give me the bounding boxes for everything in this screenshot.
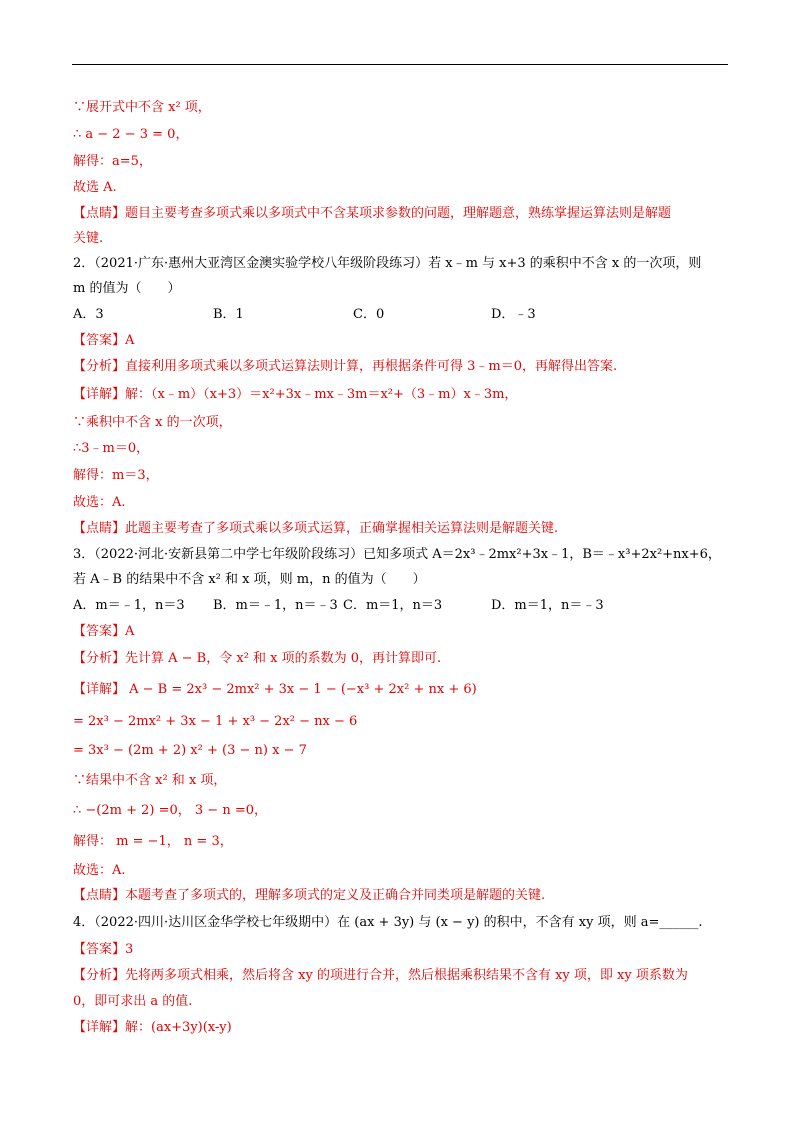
- question-3-cont: 若 A﹣B 的结果中不含 x² 和 x 项，则 m，n 的值为（ ）: [73, 572, 426, 587]
- text-line: 故选 A.: [73, 180, 117, 195]
- options-row: [73, 306, 733, 324]
- question-2-cont: m 的值为（ ）: [73, 281, 181, 296]
- analysis-line: 【分析】先将两多项式相乘，然后将含 xy 的项进行合并，然后根据乘积结果不含有 xy 项，即 xy 项系数为: [73, 968, 688, 983]
- text-line: ∵结果中不含 x² 和 x 项，: [73, 773, 227, 788]
- header-rule: [72, 64, 728, 65]
- text-line: ∵展开式中不含 x² 项，: [73, 100, 211, 115]
- question-4: 4．（2022·四川·达川区金华学校七年级期中）在 (ax + 3y) 与 (x − y) 的积中，不含有 xy 项，则 a=______.: [73, 915, 703, 930]
- text-line: 解得：a=5，: [73, 154, 152, 169]
- comment-line: 【点睛】本题考查了多项式的，理解多项式的定义及正确合并同类项是解题的关键.: [73, 888, 546, 903]
- comment-line: 【点睛】题目主要考查多项式乘以多项式中不含某项求参数的问题，理解题意，熟练掌握运算法则是解题: [73, 206, 672, 221]
- answer-line: 【答案】A: [73, 624, 135, 639]
- option-c: C．0: [353, 307, 385, 322]
- detail-line: 【详解】解：（x﹣m）（x+3）＝x²+3x﹣mx﹣3m＝x²+（3﹣m）x﹣3m，: [73, 387, 518, 402]
- detail-line: 【详解】 A − B = 2x³ − 2mx² + 3x − 1 − (−x³ + 2x² + nx + 6): [73, 682, 477, 697]
- option-c: C．m＝1，n＝3: [343, 598, 443, 613]
- comment-line: 关键.: [73, 231, 104, 246]
- analysis-line: 【分析】先计算 A − B，令 x² 和 x 项的系数为 0，再计算即可.: [73, 651, 442, 666]
- text-line: 故选：A.: [73, 863, 126, 878]
- option-b: B．m＝﹣1，n＝﹣3: [213, 598, 338, 613]
- comment-line: 【点睛】此题主要考查了多项式乘以多项式运算，正确掌握相关运算法则是解题关键.: [73, 521, 559, 536]
- analysis-line: 0，即可求出 a 的值.: [73, 994, 193, 1009]
- text-line: 故选：A.: [73, 495, 126, 510]
- option-a: A．m＝﹣1，n＝3: [73, 598, 185, 613]
- text-line: 解得： m = −1， n = 3，: [73, 834, 233, 849]
- option-a: A．3: [73, 307, 104, 322]
- text-line: ∴3﹣m＝0，: [73, 441, 150, 456]
- formula-line: = 2x³ − 2mx² + 3x − 1 + x³ − 2x² − nx − 6: [73, 714, 358, 729]
- option-d: D．m＝1，n＝﹣3: [491, 598, 604, 613]
- text-line: ∴ a − 2 − 3 = 0，: [73, 127, 189, 142]
- analysis-line: 【分析】直接利用多项式乘以多项式运算法则计算，再根据条件可得 3﹣m＝0，再解得出答案.: [73, 359, 618, 374]
- formula-line: = 3x³ − (2m + 2) x² + (3 − n) x − 7: [73, 743, 307, 758]
- option-d: D．﹣3: [491, 307, 536, 322]
- detail-line: 【详解】解：(ax+3y)(x-y): [73, 1020, 232, 1035]
- text-line: 解得：m＝3，: [73, 468, 159, 483]
- answer-line: 【答案】A: [73, 333, 135, 348]
- answer-line: 【答案】3: [73, 942, 134, 957]
- question-3: 3．（2022·河北·安新县第二中学七年级阶段练习）已知多项式 A＝2x³﹣2mx²+3x﹣1，B＝﹣x³+2x²+nx+6，: [73, 547, 721, 562]
- options-row: [73, 597, 733, 615]
- option-b: B．1: [213, 307, 244, 322]
- text-line: ∵乘积中不含 x 的一次项，: [73, 415, 232, 430]
- question-2: 2．（2021·广东·惠州大亚湾区金澳实验学校八年级阶段练习）若 x﹣m 与 x+3 的乘积中不含 x 的一次项，则: [73, 256, 702, 271]
- formula-line: ∴ −(2m + 2) =0， 3 − n =0，: [73, 803, 267, 818]
